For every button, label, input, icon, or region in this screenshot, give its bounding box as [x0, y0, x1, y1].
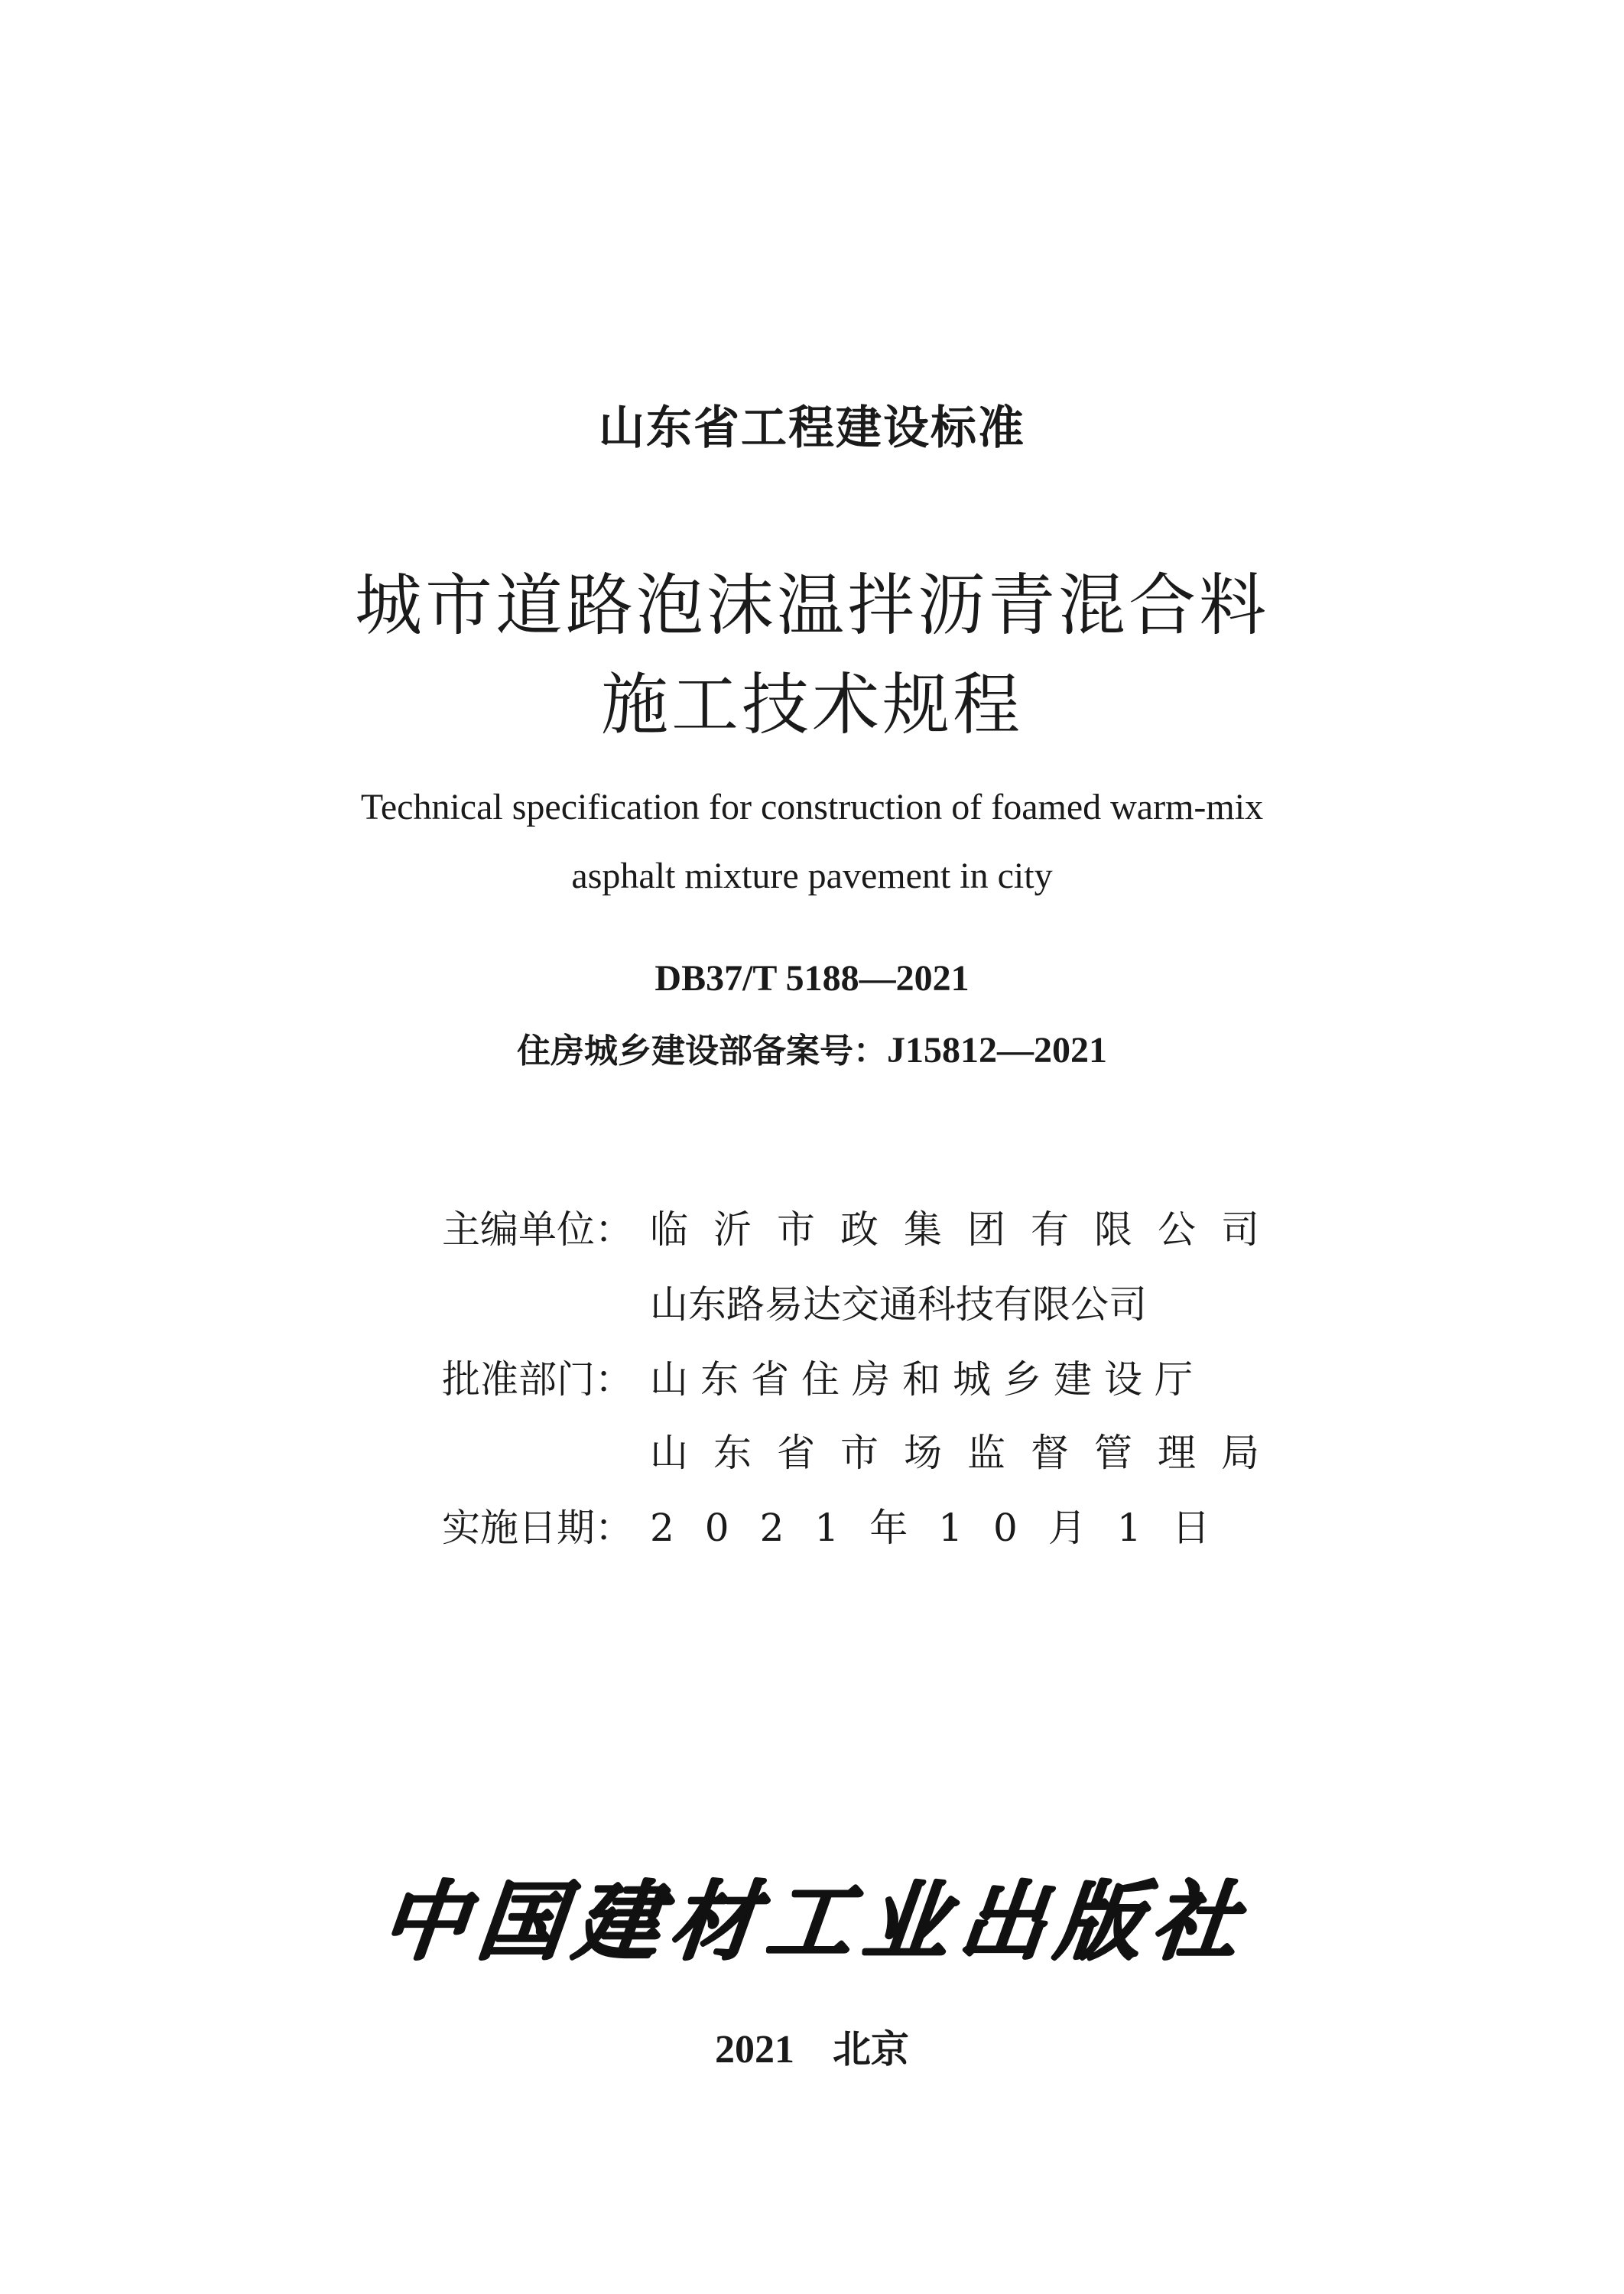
publication-year: 2021 [715, 2028, 794, 2071]
date-value: 2021年10月1日 [650, 1506, 1241, 1550]
editor-org-1: 临沂市政集团有限公司 [650, 1207, 1285, 1252]
english-title-line-2: asphalt mixture pavement in city [571, 856, 1053, 896]
approver-row-2 [442, 1422, 1285, 1477]
record-number: J15812—2021 [887, 1030, 1107, 1071]
record-label: 住房城乡建设部备案号： [517, 1032, 887, 1071]
publisher-name: 中国建材工业出版社 [376, 1873, 1254, 1972]
series-title: 山东省工程建设标准 [599, 401, 1025, 455]
standard-code: DB37/T 5188—2021 [654, 958, 970, 999]
editor-label: 主编单位： [442, 1207, 633, 1252]
approver-row-1 [442, 1349, 1205, 1404]
date-label: 实施日期： [442, 1506, 633, 1550]
date-row [442, 1497, 1241, 1552]
record-number-line [0, 1023, 1624, 1072]
publisher-logo [0, 1866, 1624, 1980]
english-title-line-1: Technical specification for construction of foamed warm-mix [360, 787, 1264, 827]
publication-line [0, 2019, 1624, 2074]
editor-org-2: 山东路易达交通科技有限公司 [650, 1282, 1147, 1327]
approver-org-2: 山东省市场监督管理局 [650, 1431, 1285, 1475]
editor-row-2 [442, 1274, 1147, 1329]
editor-row-1 [442, 1199, 1285, 1254]
document-title-line-1: 城市道路泡沫温拌沥青混合料 [354, 566, 1269, 645]
publication-city: 北京 [833, 2027, 909, 2071]
document-title-line-2: 施工技术规程 [600, 665, 1023, 744]
approver-label: 批准部门： [442, 1357, 633, 1402]
approver-org-1: 山东省住房和城乡建设厅 [650, 1357, 1205, 1402]
